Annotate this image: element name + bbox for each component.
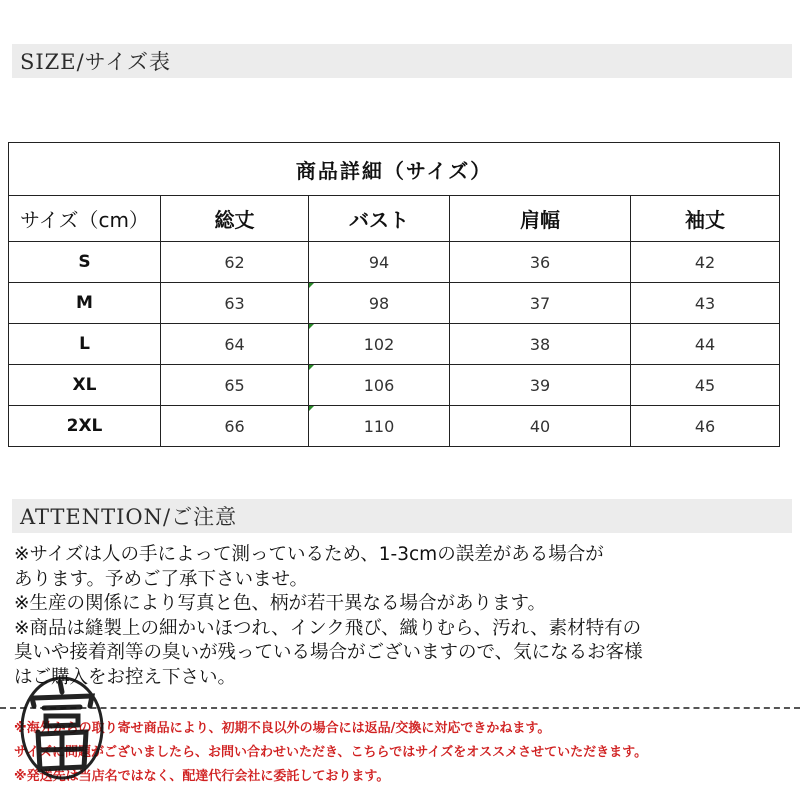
length-cell: 63 [161,283,309,324]
table-caption-row [9,143,780,196]
note-line: 臭いや接着剤等の臭いが残っている場合がございますので、気になるお客様 [14,642,643,663]
header-shoulder: 肩幅 [450,196,631,242]
dashed-divider [0,707,800,709]
bust-cell: 106 [309,365,450,406]
note-line: はご購入をお控え下さい。 [14,666,237,688]
table-row [9,365,780,406]
shop-stamp-icon [16,672,108,784]
shoulder-cell: 37 [450,283,631,324]
note-line: ※商品は縫製上の細かいほつれ、インク飛び、織りむら、汚れ、素材特有の [14,617,642,639]
shoulder-cell: 36 [450,242,631,283]
red-notes [14,717,794,789]
size-table [8,142,780,447]
table-header-row [9,196,780,242]
length-cell: 65 [161,365,309,406]
bust-cell: 110 [309,406,450,447]
table-caption: 商品詳細（サイズ） [9,143,780,196]
size-cell: 2XL [9,406,161,447]
red-note-line: ※発送先は当店名ではなく、配達代行会社に委託しております。 [14,769,390,784]
shoulder-cell: 40 [450,406,631,447]
note-line: あります。予めご了承下さいませ。 [14,568,308,590]
sleeve-cell: 44 [631,324,780,365]
attention-notes [14,543,794,690]
sleeve-cell: 45 [631,365,780,406]
length-cell: 62 [161,242,309,283]
header-sleeve: 袖丈 [631,196,780,242]
length-cell: 66 [161,406,309,447]
table-row [9,406,780,447]
bust-cell: 98 [309,283,450,324]
red-note-line: ※海外からの取り寄せ商品により、初期不良以外の場合には返品/交換に対応できかねます。 [14,721,551,736]
length-cell: 64 [161,324,309,365]
size-cell: S [9,242,161,283]
bust-cell: 94 [309,242,450,283]
bust-cell: 102 [309,324,450,365]
attention-section-title: ATTENTION/ご注意 [12,499,792,533]
header-bust: バスト [309,196,450,242]
table-row [9,324,780,365]
sleeve-cell: 46 [631,406,780,447]
note-line: ※生産の関係により写真と色、柄が若干異なる場合があります。 [14,593,547,614]
size-section-title: SIZE/サイズ表 [12,44,792,78]
size-cell: M [9,283,161,324]
shoulder-cell: 38 [450,324,631,365]
shoulder-cell: 39 [450,365,631,406]
size-cell: L [9,324,161,365]
note-line: ※サイズは人の手によって測っているため、1-3cmの誤差がある場合が [14,544,604,565]
red-note-line: サイズに問題がございましたら、お問い合わせいただき、こちらではサイズをオススメさせていただきます。 [14,745,648,760]
header-length: 総丈 [161,196,309,242]
table-row [9,283,780,324]
table-row [9,242,780,283]
sleeve-cell: 43 [631,283,780,324]
size-cell: XL [9,365,161,406]
sleeve-cell: 42 [631,242,780,283]
header-size: サイズ（cm） [9,196,161,242]
